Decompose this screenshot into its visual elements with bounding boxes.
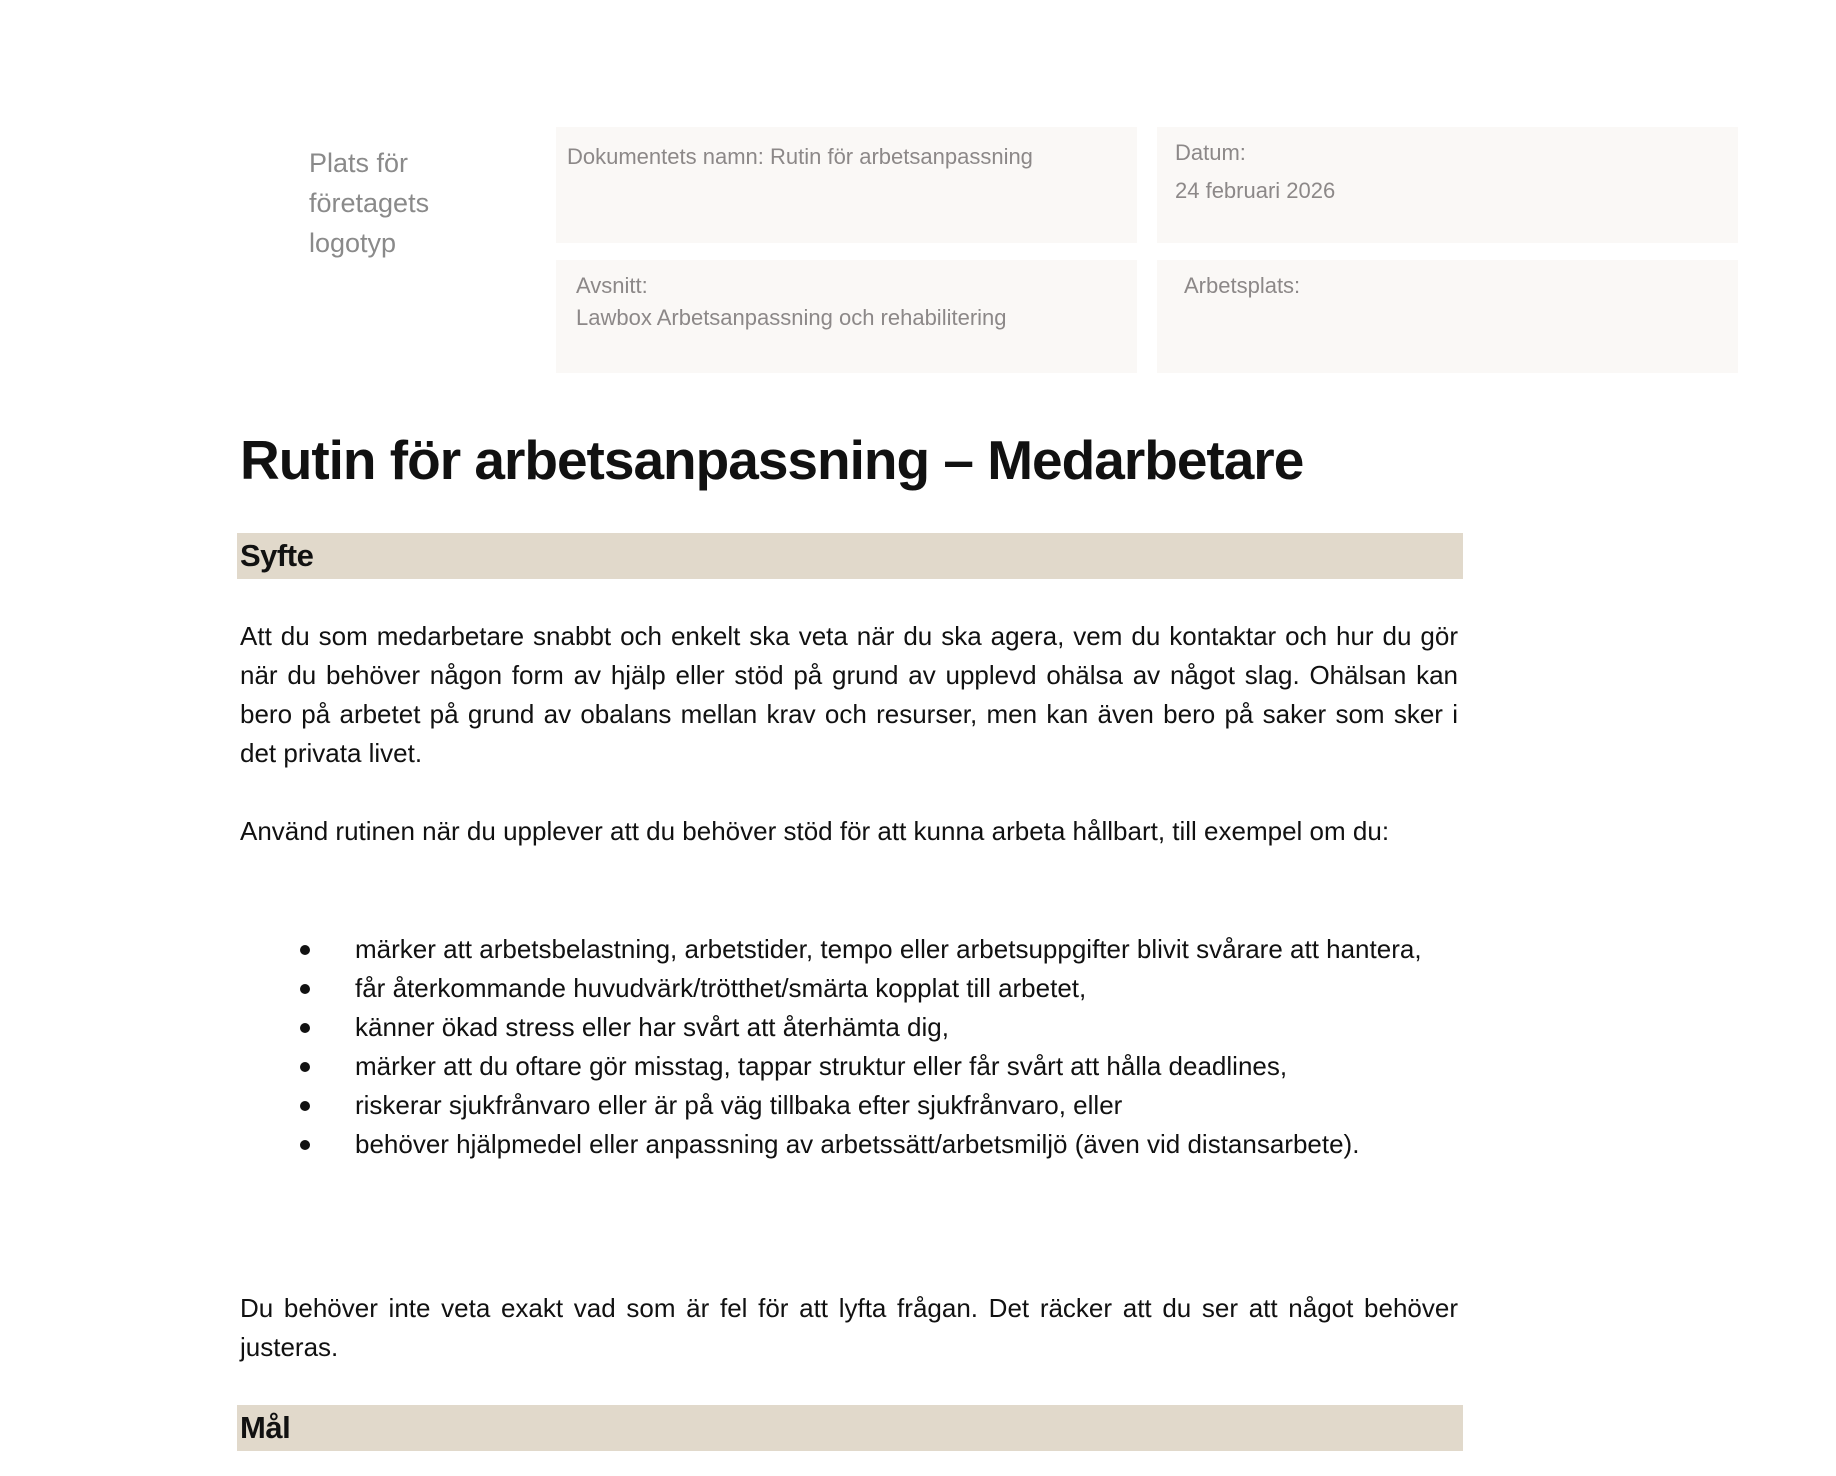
- date-label: Datum:: [1175, 140, 1246, 165]
- list-item: [240, 1008, 1458, 1047]
- document-name: Dokumentets namn: Rutin för arbetsanpassning: [567, 144, 1033, 169]
- document-name-box: [556, 127, 1137, 243]
- logo-placeholder-line: logotyp: [309, 228, 397, 258]
- date-box: [1157, 127, 1738, 243]
- section-heading-bar-mal: [237, 1405, 1463, 1451]
- bullet-icon: [300, 945, 310, 955]
- workplace-label: Arbetsplats:: [1184, 273, 1301, 298]
- logo-placeholder-line: Plats för: [309, 148, 409, 178]
- page-title: Rutin för arbetsanpassning – Medarbetare: [240, 429, 1304, 491]
- section-value: Lawbox Arbetsanpassning och rehabilitering: [576, 305, 1007, 330]
- syfte-paragraph-2: Använd rutinen när du upplever att du behöver stöd för att kunna arbeta hållbart, till exempel om du:: [240, 816, 1390, 846]
- bullet-icon: [300, 1023, 310, 1033]
- bullet-icon: [300, 984, 310, 994]
- list-item: [240, 1086, 1458, 1125]
- list-item-text: riskerar sjukfrånvaro eller är på väg tillbaka efter sjukfrånvaro, eller: [355, 1090, 1123, 1120]
- section-label: Avsnitt:: [576, 273, 648, 298]
- date-value: 24 februari 2026: [1175, 178, 1336, 203]
- logo-placeholder: [309, 143, 509, 263]
- list-item: [240, 969, 1458, 1008]
- bullet-list: [240, 930, 1458, 1164]
- list-item-text: märker att du oftare gör misstag, tappar struktur eller får svårt att hålla deadlines,: [355, 1051, 1288, 1081]
- section-heading-mal: Mål: [240, 1410, 291, 1445]
- section-heading-bar-syfte: [237, 533, 1463, 579]
- bullet-icon: [300, 1062, 310, 1072]
- bullet-icon: [300, 1140, 310, 1150]
- bullet-icon: [300, 1101, 310, 1111]
- list-item: [240, 930, 1458, 969]
- list-item-text: behöver hjälpmedel eller anpassning av arbetssätt/arbetsmiljö (även vid distansarbete).: [355, 1129, 1360, 1159]
- syfte-paragraph-3: Du behöver inte veta exakt vad som är fel för att lyfta frågan. Det räcker att du ser att något behöver justeras.: [240, 1293, 1458, 1362]
- list-item: [240, 1047, 1458, 1086]
- list-item-text: får återkommande huvudvärk/trötthet/smärta kopplat till arbetet,: [355, 973, 1087, 1003]
- list-item-text: känner ökad stress eller har svårt att återhämta dig,: [355, 1012, 949, 1042]
- logo-placeholder-line: företagets: [309, 188, 430, 218]
- list-item-text: märker att arbetsbelastning, arbetstider, tempo eller arbetsuppgifter blivit svårare att hantera,: [355, 934, 1422, 964]
- section-heading-syfte: Syfte: [240, 538, 314, 573]
- list-item: [240, 1125, 1458, 1164]
- syfte-paragraph-1: Att du som medarbetare snabbt och enkelt ska veta när du ska agera, vem du kontaktar och hur du gör när du behöver någon form av hjälp eller stöd på grund av upplevd ohälsa av något slag. Ohälsan kan bero på arbetet på grund av obalans mellan krav och resurser, men kan även bero på saker som sker i det privata livet.: [240, 621, 1458, 768]
- workplace-box: [1157, 260, 1738, 373]
- section-box: [556, 260, 1137, 373]
